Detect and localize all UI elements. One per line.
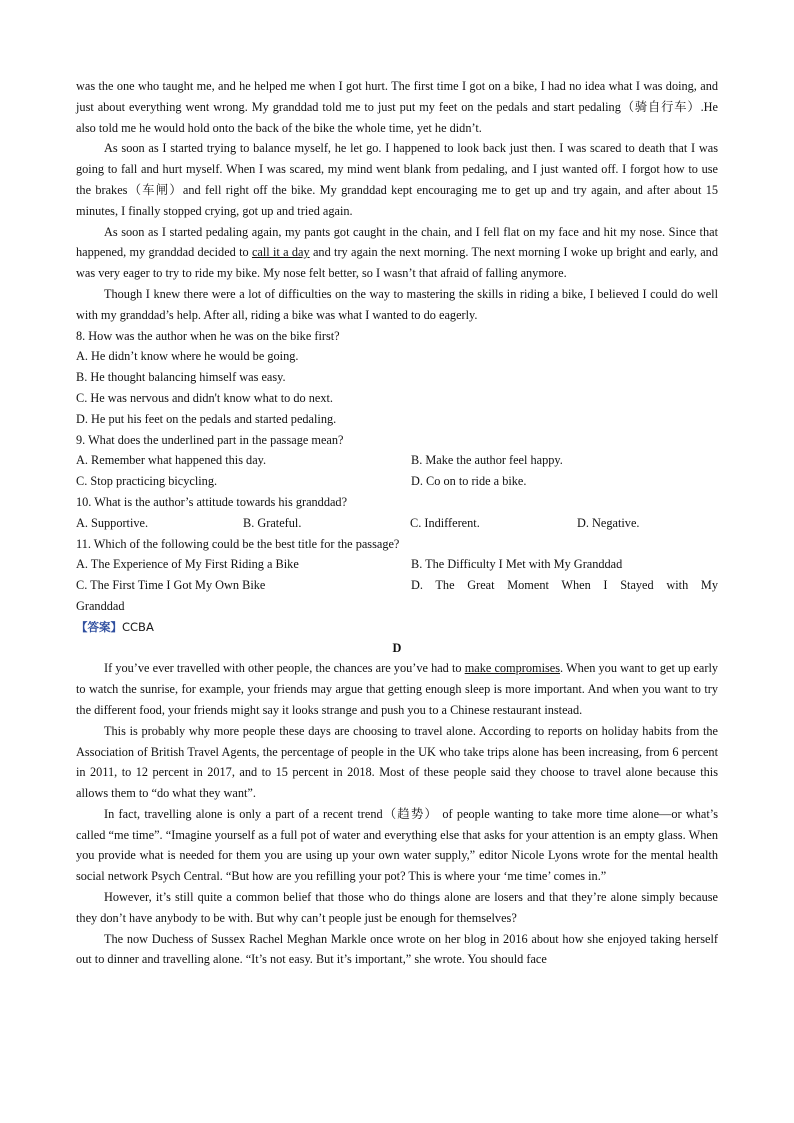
option-d: D. He put his feet on the pedals and started pedaling. <box>76 411 337 426</box>
passage-d-paragraph-4: However, it’s still quite a common belief that those who do things alone are losers and that they’re alone simply because they don’t have anybody to be with. But why can’t people just be enough for themselves? <box>76 890 718 925</box>
option-a: A. The Experience of My First Riding a Bike <box>76 557 299 572</box>
passage-d-paragraph-3: In fact, travelling alone is only a part of a recent trend（趋势） of people wanting to take more time alone—or what’s called “me time”. “Imagine yourself as a full pot of water and everything else that asks for your attention is an empty glass. When you provide what is needed for them you are using up your own water supply,” editor Nicole Lyons wrote for the mental health social network Psych Central. “But how are you refilling your pot? This is where your ‘me time’ comes in.” <box>76 806 718 884</box>
answer-value: CCBA <box>122 619 154 634</box>
paragraph-text: As soon as I started pedaling again, my pants got caught in the chain, and I fell flat on my face and hit my nose. Since that happened, my granddad decided to <box>76 224 718 260</box>
option-b: B. He thought balancing himself was easy. <box>76 370 286 385</box>
option-c: C. Indifferent. <box>410 515 480 530</box>
passage-c-paragraph-2: As soon as I started trying to balance myself, he let go. I happened to look back just then. I was scared to death that I was going to fall and hurt myself. When I was scared, my mind went blank from pedaling, and I just wanted off. I forgot how to use the brakes（车闸）and fell right off the bike. My granddad kept encouraging me to get up and try again, and after about 15 minutes, I finally stopped crying, got up and tried again. <box>76 141 718 218</box>
question-stem: 10. What is the author’s attitude towards his granddad? <box>76 494 348 509</box>
section-heading: D <box>392 640 402 655</box>
passage-c-paragraph-4: Though I knew there were a lot of difficulties on the way to mastering the skills in riding a bike, I believed I could do well with my granddad’s help. After all, riding a bike was what I wanted to do eagerly. <box>76 286 718 322</box>
document-page <box>76 76 718 970</box>
paragraph-text: and try again the next morning. The next morning I woke up bright and early, and was very eager to try to ride my bike. My nose felt better, so I wasn’t that afraid of falling anymore. <box>76 245 718 281</box>
option-c: C. The First Time I Got My Own Bike <box>76 578 266 593</box>
question-stem: 8. How was the author when he was on the bike first? <box>76 328 340 343</box>
paragraph-text: . When you want to get up early to watch the sunrise, for example, your friends may argue that getting enough sleep is more important. And when you want to try the different food, your friends might say it looks strange and push you to a Chinese restaurant instead. <box>76 661 719 717</box>
answer-line <box>76 617 718 638</box>
option-d: D. Co on to ride a bike. <box>411 474 527 489</box>
paragraph-text: If you’ve ever travelled with other people, the chances are you’ve had to <box>104 661 465 676</box>
option-b: B. Grateful. <box>243 515 302 530</box>
option-b: B. Make the author feel happy. <box>411 453 563 468</box>
question-11 <box>76 534 718 617</box>
question-10 <box>76 492 718 534</box>
option-c: C. Stop practicing bicycling. <box>76 474 218 489</box>
question-stem: 11. Which of the following could be the best title for the passage? <box>76 536 400 551</box>
passage-d-paragraph-2: This is probably why more people these days are choosing to travel alone. According to reports on holiday habits from the Association of British Travel Agents, the percentage of people in the UK who take trips alone has been increasing, from 6 percent in 2011, to 12 percent in 2017, and to 15 percent in 2018. Most of these people said they choose to travel alone because this allows them to “do what they want”. <box>76 723 718 801</box>
options-row <box>76 513 718 534</box>
passage-d-paragraph-1 <box>76 658 718 720</box>
passage-c-paragraph-1: was the one who taught me, and he helped me when I got hurt. The first time I got on a bike, I had no idea what I was doing, and just about everything went wrong. My granddad told me to just put my feet on the pedals and start pedaling（骑自行车）.He also told me he would hold onto the back of the bike the whole time, yet he didn’t. <box>76 79 718 135</box>
answer-label: 【答案】 <box>76 619 122 634</box>
underlined-phrase: call it a day <box>251 245 310 260</box>
question-stem: 9. What does the underlined part in the passage mean? <box>76 432 344 447</box>
question-9 <box>76 430 718 492</box>
passage-c-paragraph-3 <box>76 222 718 284</box>
options-row <box>76 554 718 575</box>
question-8 <box>76 326 718 430</box>
passage-d-paragraph-5: The now Duchess of Sussex Rachel Meghan Markle once wrote on her blog in 2016 about how she enjoyed taking herself out to dinner and travelling alone. “It’s not easy. But it’s important,” she wrote. You should face <box>76 931 718 967</box>
option-d-continued: Granddad <box>76 598 125 613</box>
options-row <box>76 575 718 596</box>
option-c: C. He was nervous and didn't know what to do next. <box>76 390 333 405</box>
option-a: A. He didn’t know where he would be going. <box>76 349 299 364</box>
options-row <box>76 471 718 492</box>
option-d: D. The Great Moment When I Stayed with My <box>411 578 718 593</box>
option-d: D. Negative. <box>577 515 640 530</box>
option-a: A. Supportive. <box>76 515 149 530</box>
options-row <box>76 450 718 471</box>
option-b: B. The Difficulty I Met with My Granddad <box>411 557 623 572</box>
underlined-phrase: make compromises <box>464 661 561 676</box>
option-a: A. Remember what happened this day. <box>76 453 267 468</box>
